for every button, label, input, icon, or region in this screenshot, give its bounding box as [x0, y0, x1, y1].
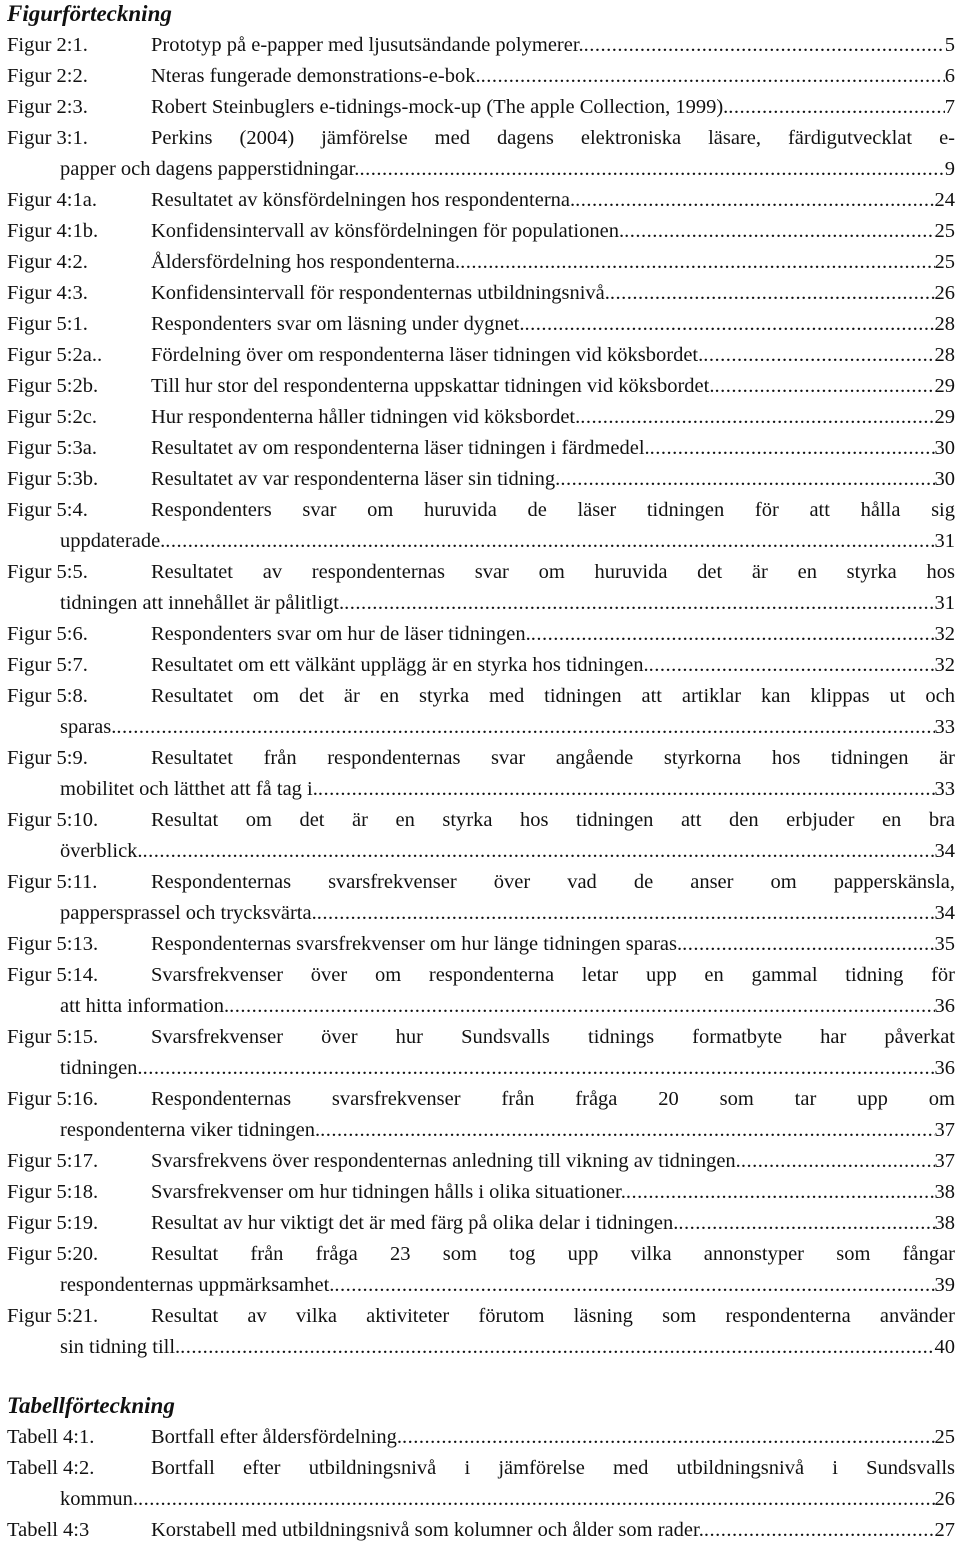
toc-entry[interactable] [7, 650, 955, 681]
entry-last-line [151, 433, 955, 464]
dot-leader [678, 1208, 934, 1239]
toc-entry[interactable] [7, 681, 955, 743]
dot-leader [402, 1422, 934, 1453]
entry-page-number: 31 [934, 592, 955, 614]
toc-entry[interactable] [7, 1453, 955, 1515]
entry-label: Figur 5:3b. [7, 468, 99, 490]
entry-last-line [151, 278, 955, 309]
entry-title-line: Resultatet från respondenternas svar angående styrkorna hos tidningen är [151, 747, 955, 769]
entry-page-number: 32 [934, 623, 955, 645]
entry-title: Konfidensintervall för respondenternas utbildningsnivå. [151, 282, 610, 304]
entry-page-number: 36 [934, 1057, 955, 1079]
entry-label: Figur 5:5. [7, 561, 88, 583]
entry-page-number: 25 [934, 1426, 955, 1448]
entry-title: Svarsfrekvenser om hur tidningen hålls i olika situationer. [151, 1181, 626, 1203]
entry-last-line [151, 1422, 955, 1453]
entry-last-line [151, 464, 955, 495]
entry-title-line: Resultat av vilka aktiviteter förutom läsning som respondenterna använder [151, 1305, 955, 1327]
entry-title-line: Resultatet om det är en styrka med tidningen att artiklar kan klippas ut och [151, 685, 955, 707]
dot-leader [624, 216, 934, 247]
dot-leader [359, 154, 944, 185]
dot-leader [138, 1484, 934, 1515]
entry-page-number: 38 [934, 1212, 955, 1234]
entry-label: Figur 5:20. [7, 1243, 99, 1265]
entry-last-line [151, 402, 955, 433]
entry-last-line [151, 1515, 955, 1546]
entry-page-number: 26 [934, 1488, 955, 1510]
dot-leader [180, 1332, 934, 1363]
toc-entry[interactable] [7, 929, 955, 960]
toc-entry[interactable] [7, 960, 955, 1022]
entry-label: Tabell 4:1. [7, 1426, 95, 1448]
entry-title: Nteras fungerade demonstrations-e-bok. [151, 65, 481, 87]
entry-title: uppdaterade. [60, 530, 166, 552]
dot-leader [460, 247, 934, 278]
entry-last-line [151, 340, 955, 371]
entry-page-number: 6 [944, 65, 955, 87]
dot-leader [610, 278, 935, 309]
dot-leader [650, 433, 935, 464]
entry-label: Figur 5:16. [7, 1088, 99, 1110]
toc-entry[interactable] [7, 185, 955, 216]
entry-last-line [60, 712, 955, 743]
toc-entry[interactable] [7, 1515, 955, 1546]
entry-label: Figur 5:2b. [7, 375, 99, 397]
entry-page-number: 27 [934, 1519, 955, 1541]
toc-entry[interactable] [7, 1301, 955, 1363]
entry-last-line [151, 61, 955, 92]
entry-page-number: 5 [944, 34, 955, 56]
entry-label: Figur 5:17. [7, 1150, 99, 1172]
entry-label: Figur 5:8. [7, 685, 88, 707]
entry-title: Respondenters svar om läsning under dygnet. [151, 313, 525, 335]
entry-title: överblick. [60, 840, 143, 862]
dot-leader [229, 991, 934, 1022]
entry-last-line [151, 30, 955, 61]
entry-page-number: 30 [934, 468, 955, 490]
entry-title-line: Respondenternas svarsfrekvenser från fråga 20 som tar upp om [151, 1088, 955, 1110]
toc-entry[interactable] [7, 867, 955, 929]
entry-title: sparas. [60, 716, 117, 738]
dot-leader [626, 1177, 935, 1208]
entry-last-line [151, 619, 955, 650]
toc-entry[interactable] [7, 433, 955, 464]
entry-label: Figur 5:15. [7, 1026, 99, 1048]
dot-leader [531, 619, 935, 650]
entry-title: Prototyp på e-papper med ljusutsändande polymerer. [151, 34, 584, 56]
dot-leader [318, 774, 935, 805]
entry-last-line [151, 1146, 955, 1177]
entry-title: Konfidensintervall av könsfördelningen för populationen. [151, 220, 625, 242]
entry-page-number: 40 [934, 1336, 955, 1358]
entry-label: Figur 5:18. [7, 1181, 99, 1203]
entry-last-line [60, 774, 955, 805]
entry-page-number: 34 [934, 902, 955, 924]
dot-leader [116, 712, 934, 743]
toc-entry[interactable] [7, 61, 955, 92]
entry-title: Respondenters svar om hur de läser tidningen. [151, 623, 531, 645]
entry-title: respondenterna viker tidningen. [60, 1119, 321, 1141]
toc-entry[interactable] [7, 1177, 955, 1208]
entry-title: respondenternas uppmärksamhet. [60, 1274, 335, 1296]
entry-last-line [60, 836, 955, 867]
entry-page-number: 7 [944, 96, 955, 118]
entry-label: Figur 5:1. [7, 313, 88, 335]
entry-page-number: 29 [934, 406, 955, 428]
dot-leader [728, 92, 944, 123]
entry-title: papper och dagens papperstidningar. [60, 158, 360, 180]
toc-entry[interactable] [7, 557, 955, 619]
entry-page-number: 25 [934, 220, 955, 242]
dot-leader [143, 1053, 935, 1084]
entry-label: Figur 3:1. [7, 127, 88, 149]
entry-page-number: 37 [934, 1150, 955, 1172]
entry-page-number: 36 [934, 995, 955, 1017]
toc-entry[interactable] [7, 1146, 955, 1177]
entry-title: Bortfall efter åldersfördelning. [151, 1426, 403, 1448]
entry-last-line [60, 154, 955, 185]
dot-leader [165, 526, 934, 557]
entry-label: Figur 5:7. [7, 654, 88, 676]
dot-leader [481, 61, 945, 92]
entry-last-line [151, 185, 955, 216]
entry-label: Figur 5:21. [7, 1305, 99, 1327]
entry-page-number: 32 [934, 654, 955, 676]
entry-title: Hur respondenterna håller tidningen vid köksbordet. [151, 406, 581, 428]
entry-title-line: Resultat från fråga 23 som tog upp vilka annonstyper som fångar [151, 1243, 955, 1265]
entry-page-number: 34 [934, 840, 955, 862]
toc-entry[interactable] [7, 402, 955, 433]
dot-leader [320, 1115, 934, 1146]
table-list [7, 1422, 955, 1546]
entry-last-line [60, 1053, 955, 1084]
entry-page-number: 29 [934, 375, 955, 397]
toc-entry[interactable] [7, 1084, 955, 1146]
entry-label: Figur 5:11. [7, 871, 98, 893]
toc-entry[interactable] [7, 619, 955, 650]
entry-title: pappersprassel och trycksvärta. [60, 902, 317, 924]
entry-last-line [151, 309, 955, 340]
entry-last-line [60, 1332, 955, 1363]
entry-page-number: 28 [934, 313, 955, 335]
entry-label: Figur 5:9. [7, 747, 88, 769]
entry-title-line: Perkins (2004) jämförelse med dagens elektroniska läsare, färdigutvecklat e- [151, 127, 955, 149]
toc-entry[interactable] [7, 371, 955, 402]
entry-last-line [151, 1177, 955, 1208]
entry-label: Tabell 4:2. [7, 1457, 95, 1479]
entry-title: Resultat av hur viktigt det är med färg på olika delar i tidningen. [151, 1212, 679, 1234]
entry-label: Figur 2:3. [7, 96, 88, 118]
entry-title: Resultatet av könsfördelningen hos respondenterna. [151, 189, 576, 211]
dot-leader [317, 898, 935, 929]
entry-page-number: 9 [944, 158, 955, 180]
dot-leader [649, 650, 935, 681]
entry-page-number: 31 [934, 530, 955, 552]
toc-entry[interactable] [7, 495, 955, 557]
toc-entry[interactable] [7, 247, 955, 278]
dot-leader [143, 836, 935, 867]
entry-title: Fördelning över om respondenterna läser tidningen vid köksbordet. [151, 344, 704, 366]
entry-label: Figur 5:10. [7, 809, 99, 831]
toc-entry[interactable] [7, 309, 955, 340]
toc-entry[interactable] [7, 464, 955, 495]
entry-title: kommun. [60, 1488, 139, 1510]
entry-last-line [151, 650, 955, 681]
entry-last-line [151, 92, 955, 123]
entry-last-line [60, 588, 955, 619]
entry-page-number: 28 [934, 344, 955, 366]
entry-title-line: Respondenternas svarsfrekvenser över vad de anser om papperskänsla, [151, 871, 955, 893]
entry-label: Figur 5:4. [7, 499, 88, 521]
entry-page-number: 24 [934, 189, 955, 211]
dot-leader [580, 402, 934, 433]
entry-page-number: 30 [934, 437, 955, 459]
entry-page-number: 33 [934, 778, 955, 800]
entry-last-line [151, 1208, 955, 1239]
entry-last-line [60, 1115, 955, 1146]
entry-label: Figur 2:2. [7, 65, 88, 87]
toc-entry[interactable] [7, 1422, 955, 1453]
entry-label: Figur 4:3. [7, 282, 88, 304]
dot-leader [584, 30, 945, 61]
entry-title: Åldersfördelning hos respondenterna. [151, 251, 461, 273]
entry-title-line: Respondenters svar om huruvida de läser tidningen för att hålla sig [151, 499, 955, 521]
entry-title-line: Resultatet av respondenternas svar om huruvida det är en styrka hos [151, 561, 955, 583]
dot-leader [741, 1146, 935, 1177]
entry-title-line: Resultat om det är en styrka hos tidningen att den erbjuder en bra [151, 809, 955, 831]
entry-label: Figur 5:13. [7, 933, 99, 955]
dot-leader [575, 185, 934, 216]
toc-entry[interactable] [7, 123, 955, 185]
entry-page-number: 38 [934, 1181, 955, 1203]
entry-label: Figur 4:1a. [7, 189, 97, 211]
entry-title: sin tidning till. [60, 1336, 181, 1358]
entry-page-number: 39 [934, 1274, 955, 1296]
toc-entry[interactable] [7, 1022, 955, 1084]
toc-entry[interactable] [7, 1208, 955, 1239]
entry-label: Tabell 4:3 [7, 1519, 90, 1541]
entry-title: Resultatet av om respondenterna läser tidningen i färdmedel. [151, 437, 650, 459]
toc-entry[interactable] [7, 340, 955, 371]
entry-label: Figur 5:19. [7, 1212, 99, 1234]
entry-label: Figur 4:1b. [7, 220, 99, 242]
dot-leader [682, 929, 934, 960]
entry-last-line [151, 371, 955, 402]
dot-leader [344, 588, 934, 619]
entry-last-line [60, 898, 955, 929]
entry-last-line [60, 991, 955, 1022]
entry-title: Korstabell med utbildningsnivå som kolumner och ålder som rader. [151, 1519, 704, 1541]
entry-last-line [60, 1270, 955, 1301]
toc-entry[interactable] [7, 805, 955, 867]
tables-heading: Tabellförteckning [7, 1393, 175, 1418]
entry-page-number: 33 [934, 716, 955, 738]
entry-page-number: 25 [934, 251, 955, 273]
entry-title: mobilitet och lätthet att få tag i. [60, 778, 318, 800]
entry-label: Figur 2:1. [7, 34, 88, 56]
toc-entry[interactable] [7, 743, 955, 805]
dot-leader [704, 1515, 935, 1546]
entry-title: Resultatet om ett välkänt upplägg är en styrka hos tidningen. [151, 654, 649, 676]
entry-last-line [151, 929, 955, 960]
entry-title-line: Svarsfrekvenser över om respondenterna letar upp en gammal tidning för [151, 964, 955, 986]
entry-title: att hitta information. [60, 995, 230, 1017]
entry-last-line [151, 216, 955, 247]
entry-page-number: 26 [934, 282, 955, 304]
entry-page-number: 35 [934, 933, 955, 955]
toc-entry[interactable] [7, 1239, 955, 1301]
entry-title: Resultatet av var respondenterna läser sin tidning. [151, 468, 561, 490]
entry-last-line [60, 1484, 955, 1515]
entry-title: Robert Steinbuglers e-tidnings-mock-up (The apple Collection, 1999). [151, 96, 729, 118]
entry-last-line [60, 526, 955, 557]
dot-leader [560, 464, 934, 495]
toc-entry[interactable] [7, 216, 955, 247]
entry-label: Figur 4:2. [7, 251, 88, 273]
entry-last-line [151, 247, 955, 278]
dot-leader [334, 1270, 934, 1301]
dot-leader [714, 371, 934, 402]
entry-title-line: Bortfall efter utbildningsnivå i jämförelse med utbildningsnivå i Sundsvalls [151, 1457, 955, 1479]
entry-label: Figur 5:14. [7, 964, 99, 986]
entry-title: Till hur stor del respondenterna uppskattar tidningen vid köksbordet. [151, 375, 715, 397]
entry-page-number: 37 [934, 1119, 955, 1141]
dot-leader [703, 340, 934, 371]
entry-title: Respondenternas svarsfrekvenser om hur länge tidningen sparas. [151, 933, 683, 955]
entry-label: Figur 5:6. [7, 623, 88, 645]
figure-list [7, 30, 955, 1363]
dot-leader [524, 309, 934, 340]
toc-entry[interactable] [7, 92, 955, 123]
toc-entry[interactable] [7, 30, 955, 61]
entry-label: Figur 5:3a. [7, 437, 97, 459]
entry-label: Figur 5:2a.. [7, 344, 103, 366]
toc-entry[interactable] [7, 278, 955, 309]
entry-label: Figur 5:2c. [7, 406, 97, 428]
figures-heading: Figurförteckning [7, 1, 172, 26]
entry-title: tidningen att innehållet är pålitligt. [60, 592, 345, 614]
entry-title-line: Svarsfrekvenser över hur Sundsvalls tidnings formatbyte har påverkat [151, 1026, 955, 1048]
entry-title: Svarsfrekvens över respondenternas anledning till vikning av tidningen. [151, 1150, 741, 1172]
entry-title: tidningen. [60, 1057, 143, 1079]
